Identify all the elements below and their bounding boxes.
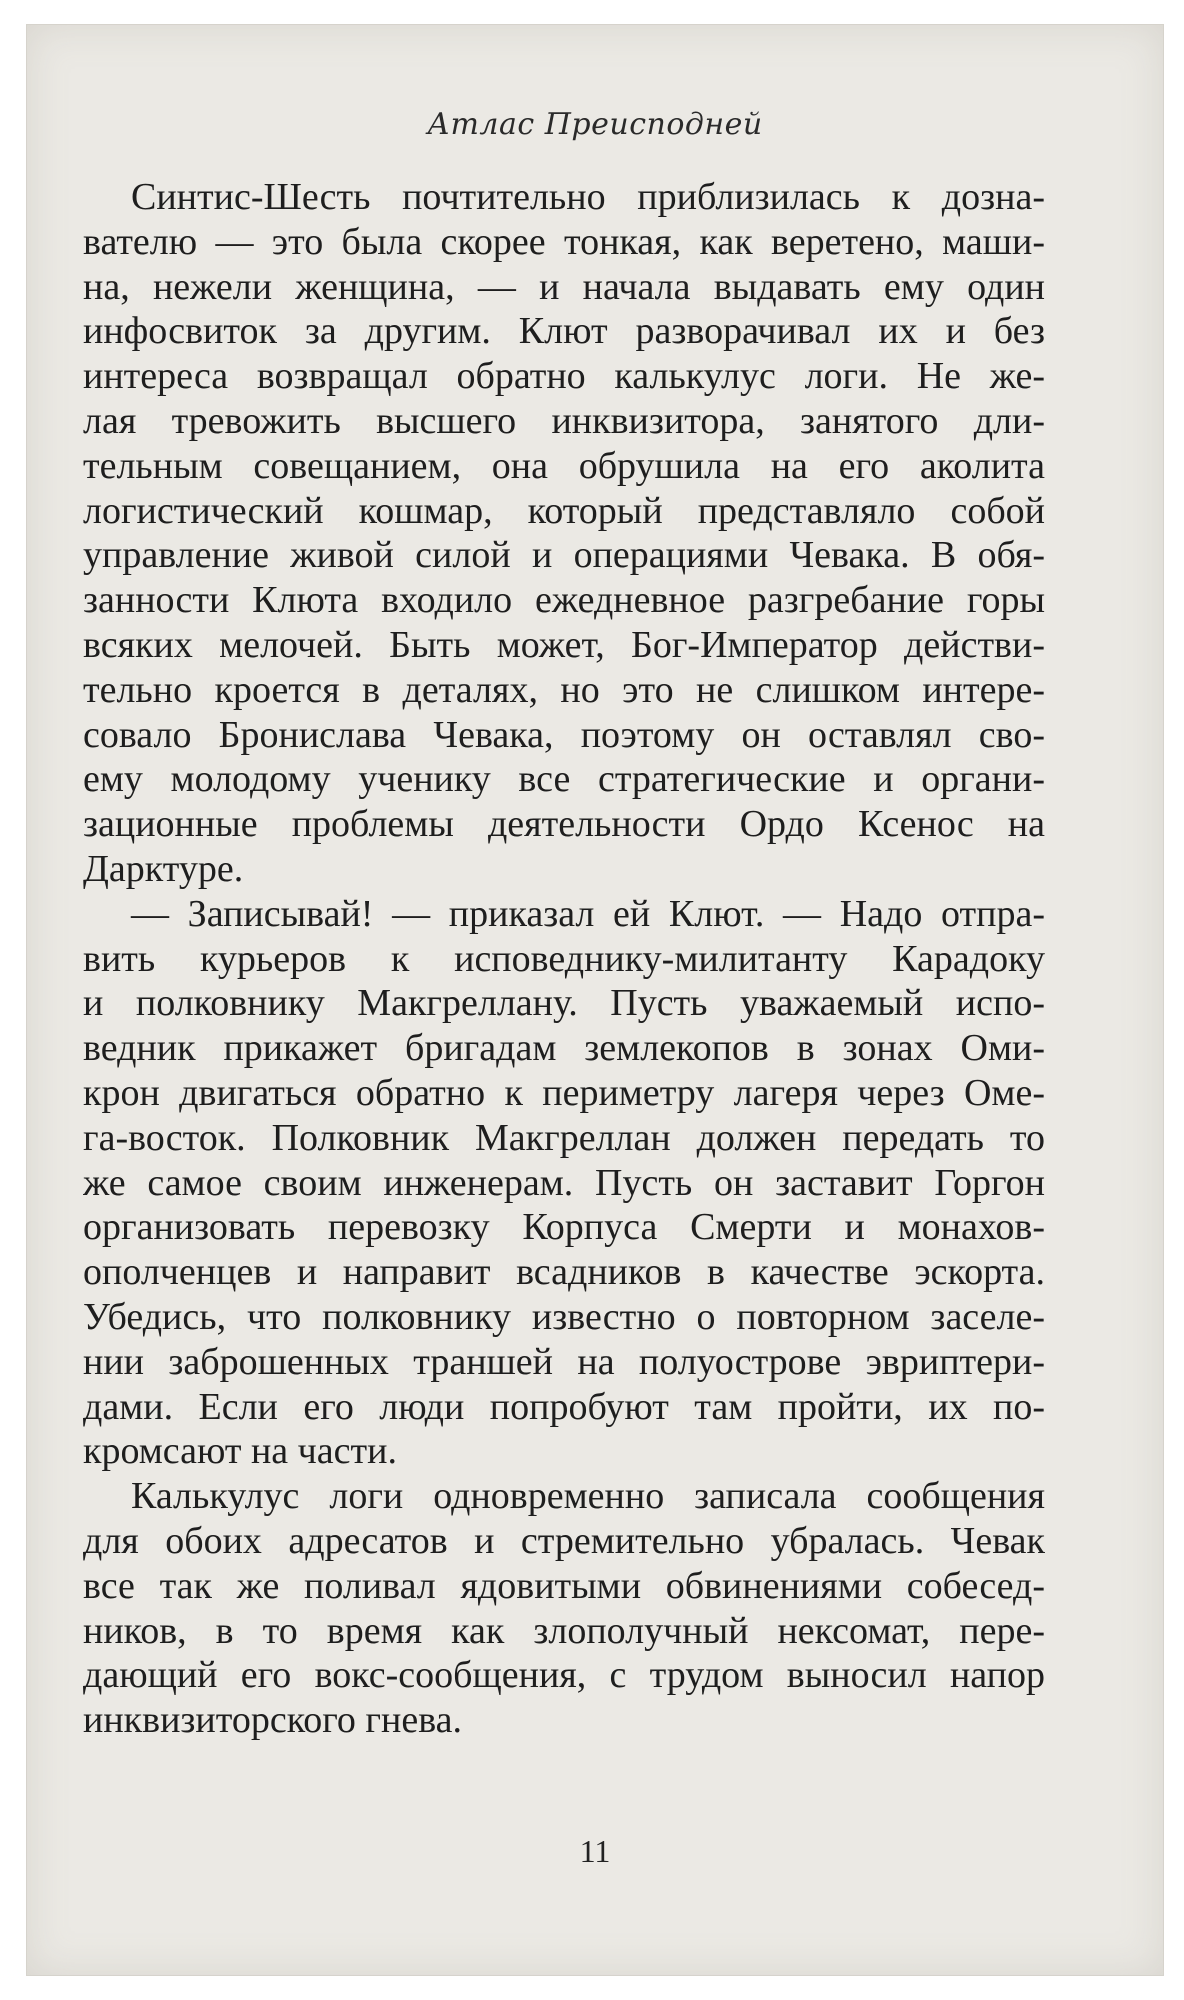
paragraph-2 (83, 892, 1045, 1474)
paragraph-1 (83, 175, 1045, 892)
text-line: же самое своим инженерам. Пусть он заставит Горгон (83, 1161, 1045, 1204)
running-head: Атлас Преисподней (427, 107, 763, 142)
text-line: инквизиторского гнева. (83, 1699, 462, 1742)
text-line: ведник прикажет бригадам землекопов в зонах Оми- (83, 1027, 1045, 1070)
page-number: 11 (579, 1833, 611, 1869)
text-line: ополченцев и направит всадников в качестве эскорта. (83, 1251, 1045, 1294)
text-line: тельно кроется в деталях, но это не слишком интере- (83, 668, 1045, 711)
text-line: вателю — это была скорее тонкая, как веретено, маши- (83, 220, 1045, 263)
text-line: нии заброшенных траншей на полуострове эвриптери- (83, 1340, 1045, 1383)
text-line: Калькулус логи одновременно записала сообщения (131, 1475, 1045, 1518)
text-line: Убедись, что полковнику известно о повторном заселе- (83, 1295, 1045, 1338)
book-page (26, 24, 1164, 1976)
text-line: ников, в то время как злополучный нексомат, пере- (83, 1609, 1045, 1652)
text-line: логистический кошмар, который представляло собой (83, 489, 1045, 532)
paragraph-3 (83, 1474, 1045, 1743)
text-line: крон двигаться обратно к периметру лагеря через Оме- (83, 1071, 1045, 1114)
text-line: лая тревожить высшего инквизитора, занятого дли- (83, 399, 1045, 442)
text-line: кромсают на части. (83, 1430, 397, 1473)
text-line: и полковнику Макгреллану. Пусть уважаемый испо- (83, 982, 1045, 1025)
text-line: дающий его вокс-сообщения, с трудом выносил напор (83, 1654, 1045, 1697)
text-line: управление живой силой и операциями Чевака. В обя- (83, 534, 1045, 577)
text-line: всяких мелочей. Быть может, Бог-Император действи- (83, 623, 1045, 666)
text-line: Синтис-Шесть почтительно приблизилась к дозна- (131, 176, 1045, 218)
text-line: вить курьеров к исповеднику-милитанту Карадоку (83, 937, 1045, 980)
text-line: — Записывай! — приказал ей Клют. — Надо отпра- (131, 892, 1045, 935)
text-line: на, нежели женщина, — и начала выдавать ему один (83, 265, 1045, 308)
text-line: организовать перевозку Корпуса Смерти и монахов- (83, 1206, 1045, 1249)
body-text (83, 175, 1045, 1743)
text-line: дами. Если его люди попробуют там пройти, их по- (83, 1385, 1045, 1428)
text-line: инфосвиток за другим. Клют разворачивал их и без (83, 310, 1045, 353)
text-line: ему молодому ученику все стратегические и органи- (83, 758, 1045, 801)
text-line: для обоих адресатов и стремительно убралась. Чевак (83, 1519, 1045, 1562)
text-line: зационные проблемы деятельности Ордо Ксенос на (83, 803, 1045, 846)
text-line: совало Бронислава Чевака, поэтому он оставлял сво- (83, 713, 1045, 756)
text-line: тельным совещанием, она обрушила на его аколита (83, 444, 1045, 487)
text-line: занности Клюта входило ежедневное разгребание горы (83, 579, 1045, 622)
text-line: интереса возвращал обратно калькулус логи. Не же- (83, 355, 1045, 398)
text-line: все так же поливал ядовитыми обвинениями собесед- (83, 1564, 1045, 1607)
text-line: га-восток. Полковник Макгреллан должен передать то (83, 1116, 1045, 1159)
text-line: Дарктуре. (83, 847, 244, 890)
